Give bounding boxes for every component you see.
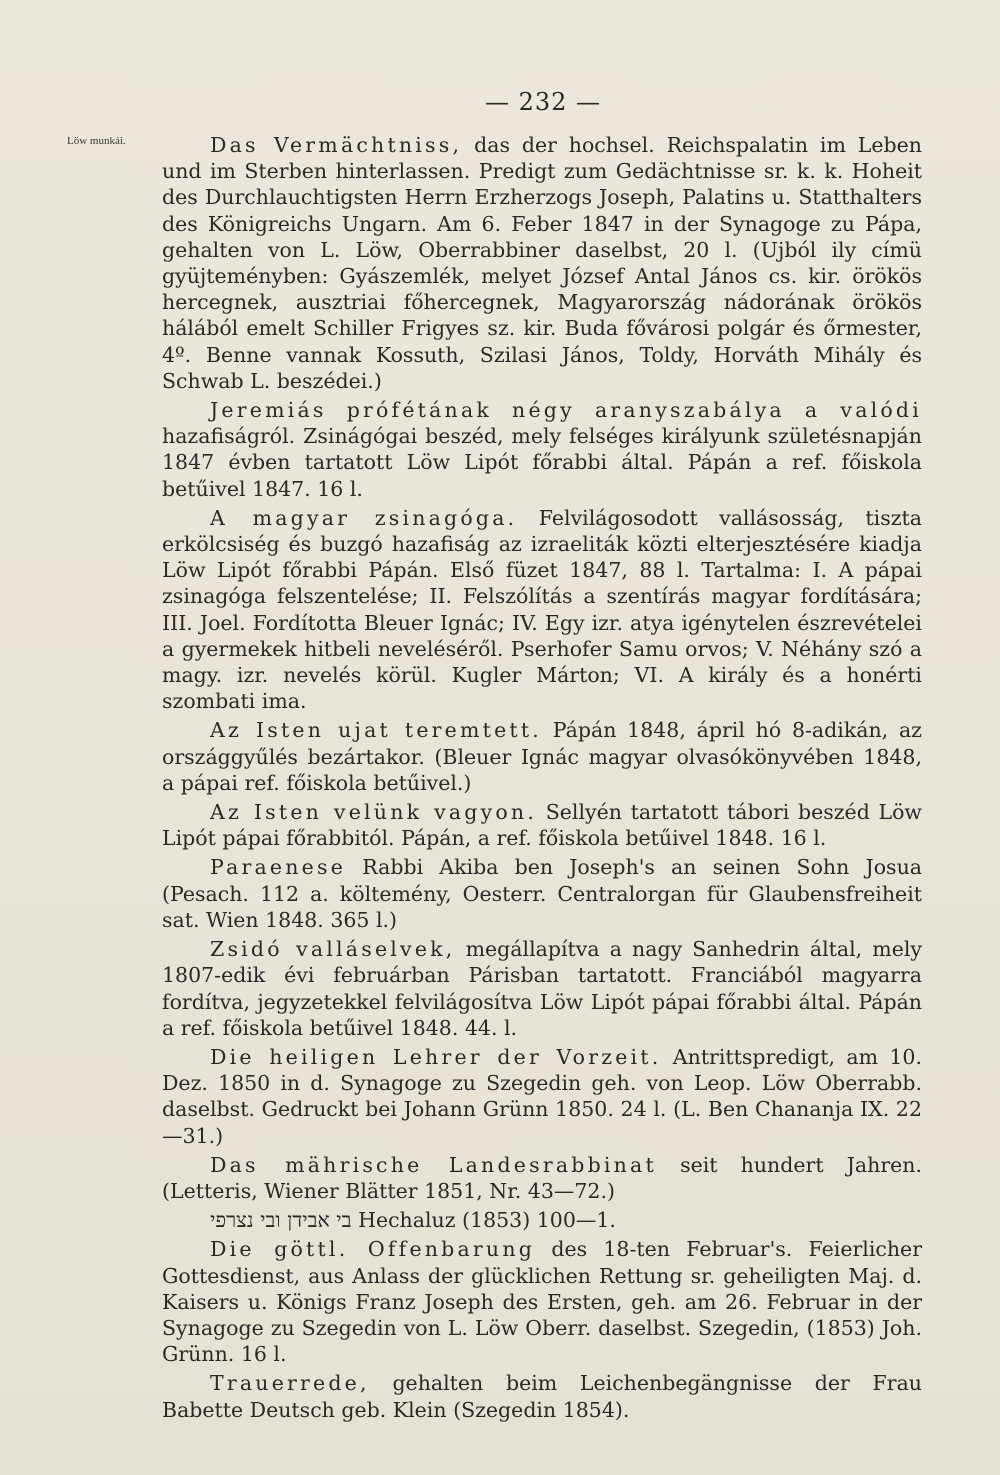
bibliography-entry bbox=[162, 799, 922, 851]
entry-title: Trauerrede, bbox=[210, 1371, 370, 1396]
entry-title: Zsidó valláselvek, bbox=[210, 937, 456, 962]
entry-text: seit hundert Jahren. (Letteris, Wiener Blätter 1851, Nr. 43—72.) bbox=[162, 1152, 922, 1203]
entry-text: Sellyén tartatott tábori beszéd Löw Lipót pápai főrabbitól. Pápán, a ref. főiskola betűivel 1848. 16 l. bbox=[162, 800, 922, 851]
entry-title: Die göttl. Offenbarung bbox=[210, 1237, 536, 1262]
bibliography-entry bbox=[162, 936, 922, 1041]
entry-text: Hechaluz (1853) 100—1. bbox=[351, 1208, 616, 1233]
bibliography-entry bbox=[162, 505, 922, 715]
margin-note: Löw munkái. bbox=[67, 135, 126, 147]
entry-text: hazafiságról. Zsinágógai beszéd, mely felséges királyunk születésnapján 1847 évben tartatott Löw Lipót főrabbi által. Pápán a ref. főiskola betűivel 1847. 16 l. bbox=[162, 424, 922, 501]
entry-title: Das mährische Landesrabbinat bbox=[210, 1152, 657, 1177]
entry-title-hebrew: בי אבידן ובי נצרפי bbox=[210, 1208, 352, 1233]
entry-title: Az Isten ujat teremtett. bbox=[210, 718, 543, 743]
entry-text: Pápán 1848, ápril hó 8-adikán, az országgyűlés bezártakor. (Bleuer Ignác magyar olvasókönyvében 1848, a pápai ref. főiskola betűivel.) bbox=[162, 718, 922, 795]
bibliography-entry bbox=[162, 1207, 922, 1233]
entry-text: des 18-ten Februar's. Feierlicher Gottesdienst, aus Anlass der glücklichen Rettung sr. geheiligten Maj. d. Kaisers u. Königs Franz Joseph des Ersten, geh. am 26. Februar in der Synagoge zu Szegedin von L. Löw Oberr. daselbst. Szegedin, (1853) Joh. Grünn. 16 l. bbox=[162, 1237, 922, 1367]
entry-title: A magyar zsinagóga. bbox=[210, 505, 518, 530]
bibliography-entry bbox=[162, 132, 922, 394]
entry-title: Jeremiás prófétának négy aranyszabálya a valódi bbox=[210, 398, 922, 423]
bibliography-entry bbox=[162, 1236, 922, 1367]
entry-title: Das Vermächtniss, bbox=[210, 133, 463, 157]
entry-text: das der hochsel. Reichspalatin im Leben und im Sterben hinterlassen. Predigt zum Gedächtnisse sr. k. k. Hoheit des Durchlauchtigsten Herrn Erzherzogs Joseph, Palatins u. Statthalters des Königreichs Ungarn. Am 6. Feber 1847 in der Synagoge zu Pápa, gehalten von L. Löw, Oberrabbiner daselbst, 20 l. (Ujból ily címü gyüjteményben: Gyászemlék, melyet József Antal János cs. kir. örökös hercegnek, ausztriai főhercegnek, Magyarország nádorának örökös hálából emelt Schiller Frigyes sz. kir. Buda fővárosi polgár és őrmester, 4º. Benne vannak Kossuth, Szilasi János, Toldy, Horváth Mihály és Schwab L. beszédei.) bbox=[162, 133, 922, 393]
bibliography-entry bbox=[162, 1044, 922, 1149]
entry-text: Antrittspredigt, am 10. Dez. 1850 in d. Synagoge zu Szegedin geh. von Leop. Löw Oberrabb. daselbst. Gedruckt bei Johann Grünn 1850. 24 l. (L. Ben Chananja IX. 22—31.) bbox=[162, 1044, 922, 1148]
bibliography-entry bbox=[162, 1370, 922, 1422]
entry-title: Die heiligen Lehrer der Vorzeit. bbox=[210, 1044, 662, 1069]
entry-text: Rabbi Akiba ben Joseph's an seinen Sohn Josua (Pesach. 112 a. költemény, Oesterr. Centralorgan für Glaubensfreiheit sat. Wien 1848. 365 l.) bbox=[162, 855, 922, 932]
entry-title: Az Isten velünk vagyon. bbox=[210, 800, 538, 825]
entry-text: gehalten beim Leichenbegängnisse der Frau Babette Deutsch geb. Klein (Szegedin 1854). bbox=[162, 1371, 922, 1422]
entry-text: Felvilágosodott vallásosság, tiszta erkölcsiség és buzgó hazafiság az izraeliták közti elterjesztésére kiadja Löw Lipót főrabbi Pápán. Első füzet 1847, 88 l. Tartalma: I. A pápai zsinagóga felszentelése; II. Felszólítás a szentírás magyar fordítására; III. Joel. Fordította Bleuer Ignác; IV. Egy izr. atya igénytelen észrevételei a gyermekek hitbeli neveléséről. Pserhofer Samu orvos; V. Néhány szó a magy. izr. nevelés körül. Kugler Márton; VI. A király és a honérti szombati ima. bbox=[162, 505, 922, 714]
bibliography-entry bbox=[162, 854, 922, 933]
page-number: — 232 — bbox=[484, 88, 602, 116]
entry-title: Paraenese bbox=[210, 855, 347, 880]
bibliography-list bbox=[162, 132, 922, 1426]
entry-text: megállapítva a nagy Sanhedrin által, mely 1807-edik évi februárban Párisban tartatott. Franciából magyarra fordítva, jegyzetekkel felvilágosítva Löw Lipót pápai főrabbi által. Pápán a ref. főiskola betűivel 1848. 44. l. bbox=[162, 937, 922, 1040]
bibliography-entry bbox=[162, 397, 922, 502]
bibliography-entry bbox=[162, 717, 922, 796]
bibliography-entry bbox=[162, 1152, 922, 1204]
